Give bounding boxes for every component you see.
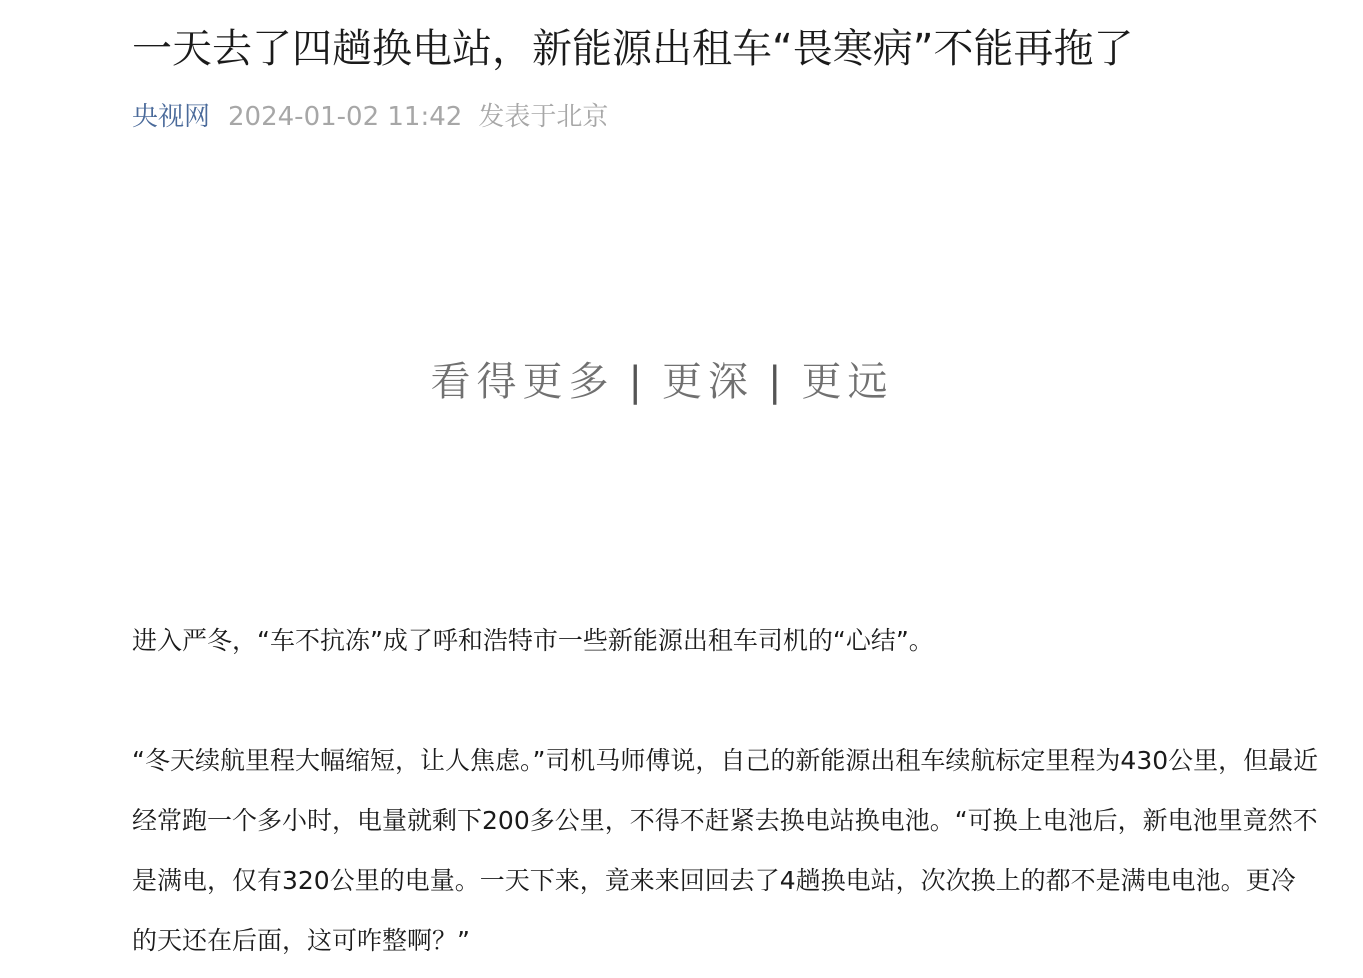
banner-text-2: 更深 — [662, 359, 754, 405]
banner-text-3: 更远 — [801, 359, 894, 405]
banner-text-1: 看得更多 — [430, 359, 615, 405]
publish-time: 2024-01-02 11:42 — [228, 102, 463, 132]
article-paragraph: 进入严冬，“车不抗冻”成了呼和浩特市一些新能源出租车司机的“心结”。 — [132, 626, 934, 655]
article-title: 一天去了四趟换电站，新能源出租车“畏寒病”不能再拖了 — [132, 26, 1134, 72]
source-link[interactable]: 央视网 — [132, 102, 211, 132]
article-paragraph: “冬天续航里程大幅缩短，让人焦虑。”司机马师傅说，自己的新能源出租车续航标定里程为430公里，但最近经常跑一个多小时，电量就剩下200多公里，不得不赶紧去换电站换电池。“可换上电池后，新电池里竟然不是满电，仅有320公里的电量。一天下来，竟来来回回去了4趟换电站，次次换上的都不是满电电池。更冷的天还在后面，这可咋整啊？” — [132, 746, 1319, 955]
banner-separator: | — [768, 359, 788, 405]
banner-separator: | — [628, 359, 648, 405]
publish-location: 发表于北京 — [478, 102, 609, 132]
slogan-banner-image — [132, 350, 1192, 414]
article-meta — [132, 98, 608, 136]
